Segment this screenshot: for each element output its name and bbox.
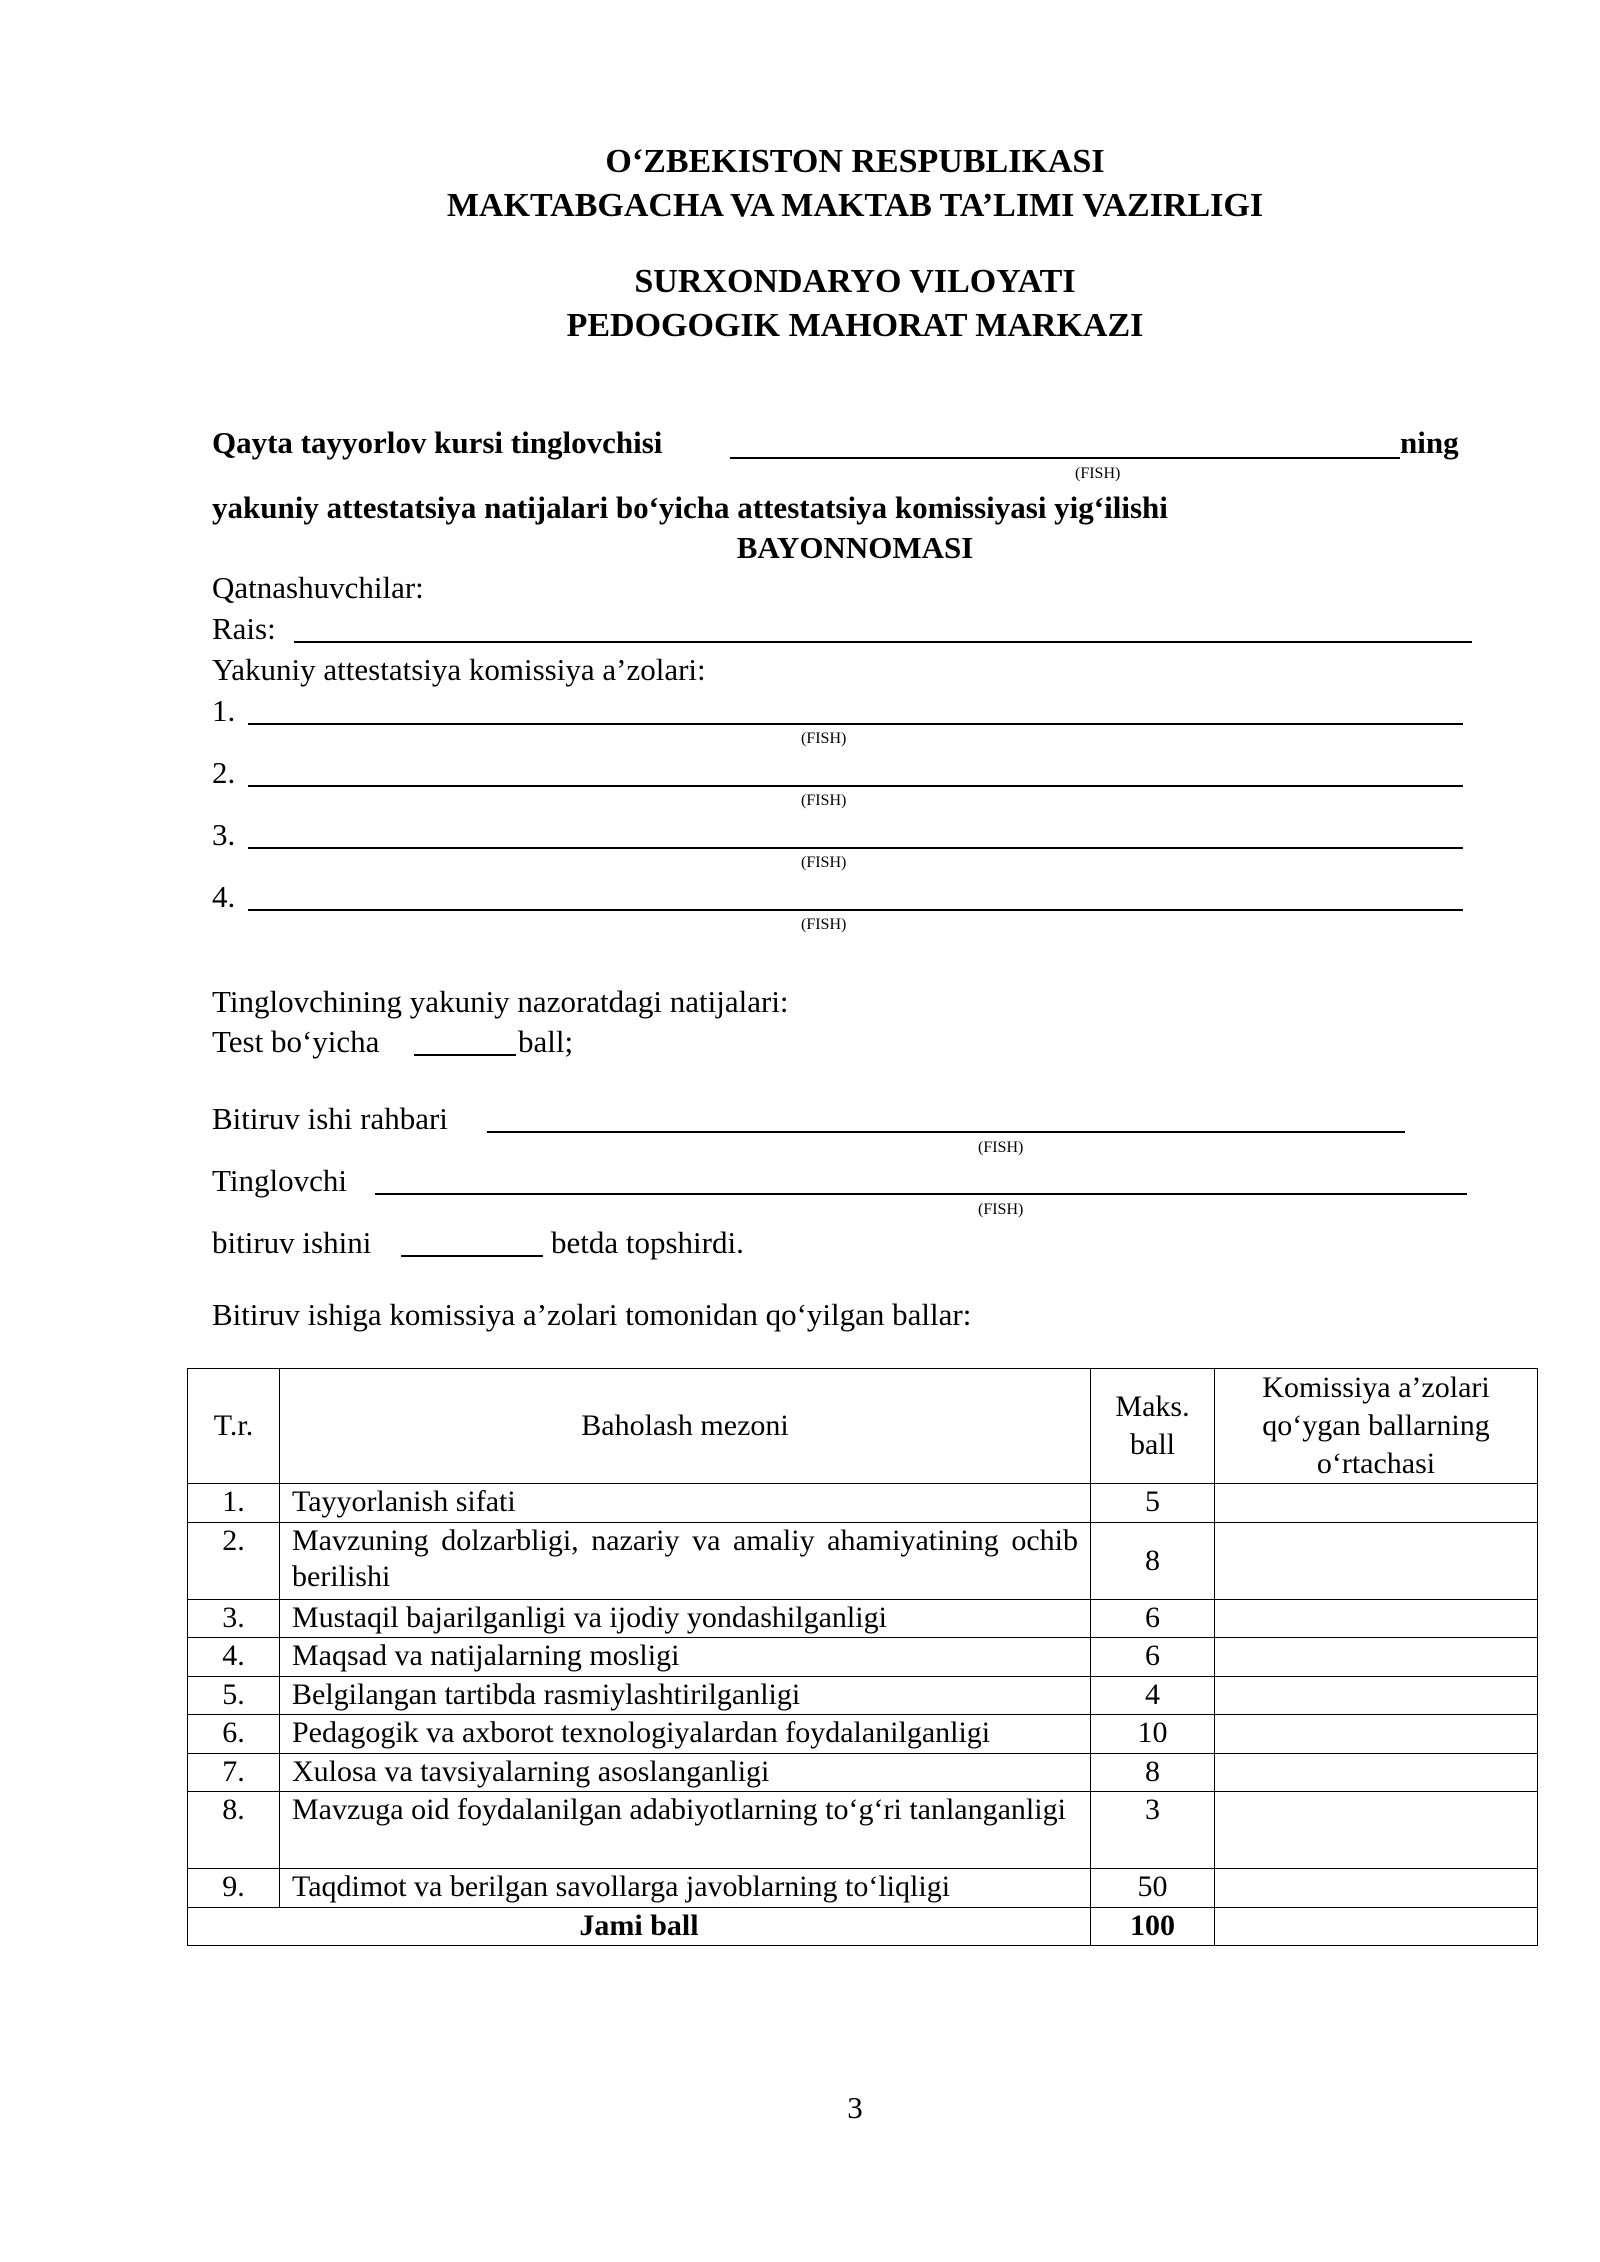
row-average-cell [1215,1715,1538,1754]
test-unit: ball; [518,1024,574,1059]
row-max-score: 6 [1091,1638,1215,1677]
row-average-cell [1215,1869,1538,1908]
row-average-cell [1215,1792,1538,1869]
scores-intro: Bitiruv ishiga komissiya a’zolari tomonidan qo‘yilgan ballar: [212,1297,972,1332]
total-average-cell [1215,1907,1538,1946]
member-name-line-3 [248,847,1463,849]
row-criterion: Xulosa va tavsiyalarning asoslanganligi [280,1753,1091,1792]
intro-label: Qayta tayyorlov kursi tinglovchisi [212,425,663,460]
member-name-line-1 [248,723,1463,725]
table-row [188,1753,1538,1792]
row-number: 5. [188,1676,280,1715]
row-criterion: Pedagogik va axborot texnologiyalardan foydalanilganligi [280,1715,1091,1754]
total-label: Jami ball [188,1907,1091,1946]
ministry-title-line-2: MAKTABGACHA VA MAKTAB TA’LIMI VAZIRLIGI [446,187,1264,224]
trainee-label: Tinglovchi [212,1163,347,1198]
thesis-label: bitiruv ishini [212,1225,372,1260]
test-label: Test bo‘yicha [212,1024,380,1059]
row-criterion: Mavzuning dolzarbligi, nazariy va amaliy ahamiyatining ochib berilishi [280,1522,1091,1599]
row-average-cell [1215,1638,1538,1677]
chair-label: Rais: [212,611,276,646]
row-number: 1. [188,1484,280,1523]
table-row [188,1676,1538,1715]
supervisor-label: Bitiruv ishi rahbari [212,1101,448,1136]
row-criterion: Taqdimot va berilgan savollarga javoblarning to‘liqligi [280,1869,1091,1908]
table-row [188,1869,1538,1908]
member-number-2: 2. [212,755,236,790]
table-row [188,1484,1538,1523]
row-average-cell [1215,1753,1538,1792]
row-average-cell [1215,1484,1538,1523]
table-row [188,1599,1538,1638]
row-criterion: Mavzuga oid foydalanilgan adabiyotlarning to‘g‘ri tanlanganligi [280,1792,1091,1869]
row-max-score: 8 [1091,1753,1215,1792]
row-number: 7. [188,1753,280,1792]
table-row [188,1522,1538,1599]
table-header-row [188,1369,1538,1484]
member-caption-3: (FISH) [801,854,847,871]
header-criterion: Baholash mezoni [280,1369,1091,1484]
row-average-cell [1215,1676,1538,1715]
member-number-4: 4. [212,879,236,914]
trainee-name-line [730,457,1400,459]
row-number: 9. [188,1869,280,1908]
table-row [188,1792,1538,1869]
member-caption-1: (FISH) [801,730,847,747]
row-max-score: 10 [1091,1715,1215,1754]
member-name-line-2 [248,785,1463,787]
row-max-score: 3 [1091,1792,1215,1869]
table-total-row [188,1907,1538,1946]
center-title-line-1: SURXONDARYO VILOYATI [634,263,1076,300]
row-criterion: Mustaqil bajarilganligi va ijodiy yondashilganligi [280,1599,1091,1638]
supervisor-caption: (FISH) [978,1139,1024,1156]
row-average-cell [1215,1522,1538,1599]
thesis-pages-line [401,1255,543,1257]
row-max-score: 5 [1091,1484,1215,1523]
row-number: 3. [188,1599,280,1638]
member-caption-4: (FISH) [801,916,847,933]
row-max-score: 8 [1091,1522,1215,1599]
table-row [188,1638,1538,1677]
header-average: Komissiya a’zolari qo‘ygan ballarning o‘rtachasi [1215,1369,1538,1484]
thesis-suffix: betda topshirdi. [551,1225,744,1260]
protocol-heading: BAYONNOMASI [736,530,974,565]
scores-table [187,1368,1538,1946]
row-number: 8. [188,1792,280,1869]
row-number: 6. [188,1715,280,1754]
row-average-cell [1215,1599,1538,1638]
header-number: T.r. [188,1369,280,1484]
row-max-score: 50 [1091,1869,1215,1908]
protocol-subject: yakuniy attestatsiya natijalari bo‘yicha attestatsiya komissiyasi yig‘ilishi [212,490,1168,525]
row-max-score: 4 [1091,1676,1215,1715]
table-row [188,1715,1538,1754]
row-criterion: Tayyorlanish sifati [280,1484,1091,1523]
row-criterion: Maqsad va natijalarning mosligi [280,1638,1091,1677]
trainee-name-caption: (FISH) [1075,465,1121,482]
results-label: Tinglovchining yakuniy nazoratdagi natijalari: [212,984,789,1019]
row-max-score: 6 [1091,1599,1215,1638]
total-max-score: 100 [1091,1907,1215,1946]
header-max-score: Maks. ball [1091,1369,1215,1484]
chair-name-line [294,641,1472,643]
page-number: 3 [847,2090,863,2125]
member-number-1: 1. [212,693,236,728]
center-title-line-2: PEDOGOGIK MAHORAT MARKAZI [566,307,1144,344]
member-caption-2: (FISH) [801,792,847,809]
ministry-title-line-1: O‘ZBEKISTON RESPUBLIKASI [605,143,1105,180]
trainee-caption: (FISH) [978,1201,1024,1218]
participants-label: Qatnashuvchilar: [212,570,424,605]
row-number: 4. [188,1638,280,1677]
member-name-line-4 [248,909,1463,911]
intro-suffix: ning [1400,425,1459,460]
supervisor-name-line [487,1131,1405,1133]
members-label: Yakuniy attestatsiya komissiya a’zolari: [212,652,706,687]
trainee-sign-line [375,1193,1467,1195]
row-number: 2. [188,1522,280,1599]
test-score-line [414,1054,516,1056]
row-criterion: Belgilangan tartibda rasmiylashtirilganligi [280,1676,1091,1715]
member-number-3: 3. [212,817,236,852]
